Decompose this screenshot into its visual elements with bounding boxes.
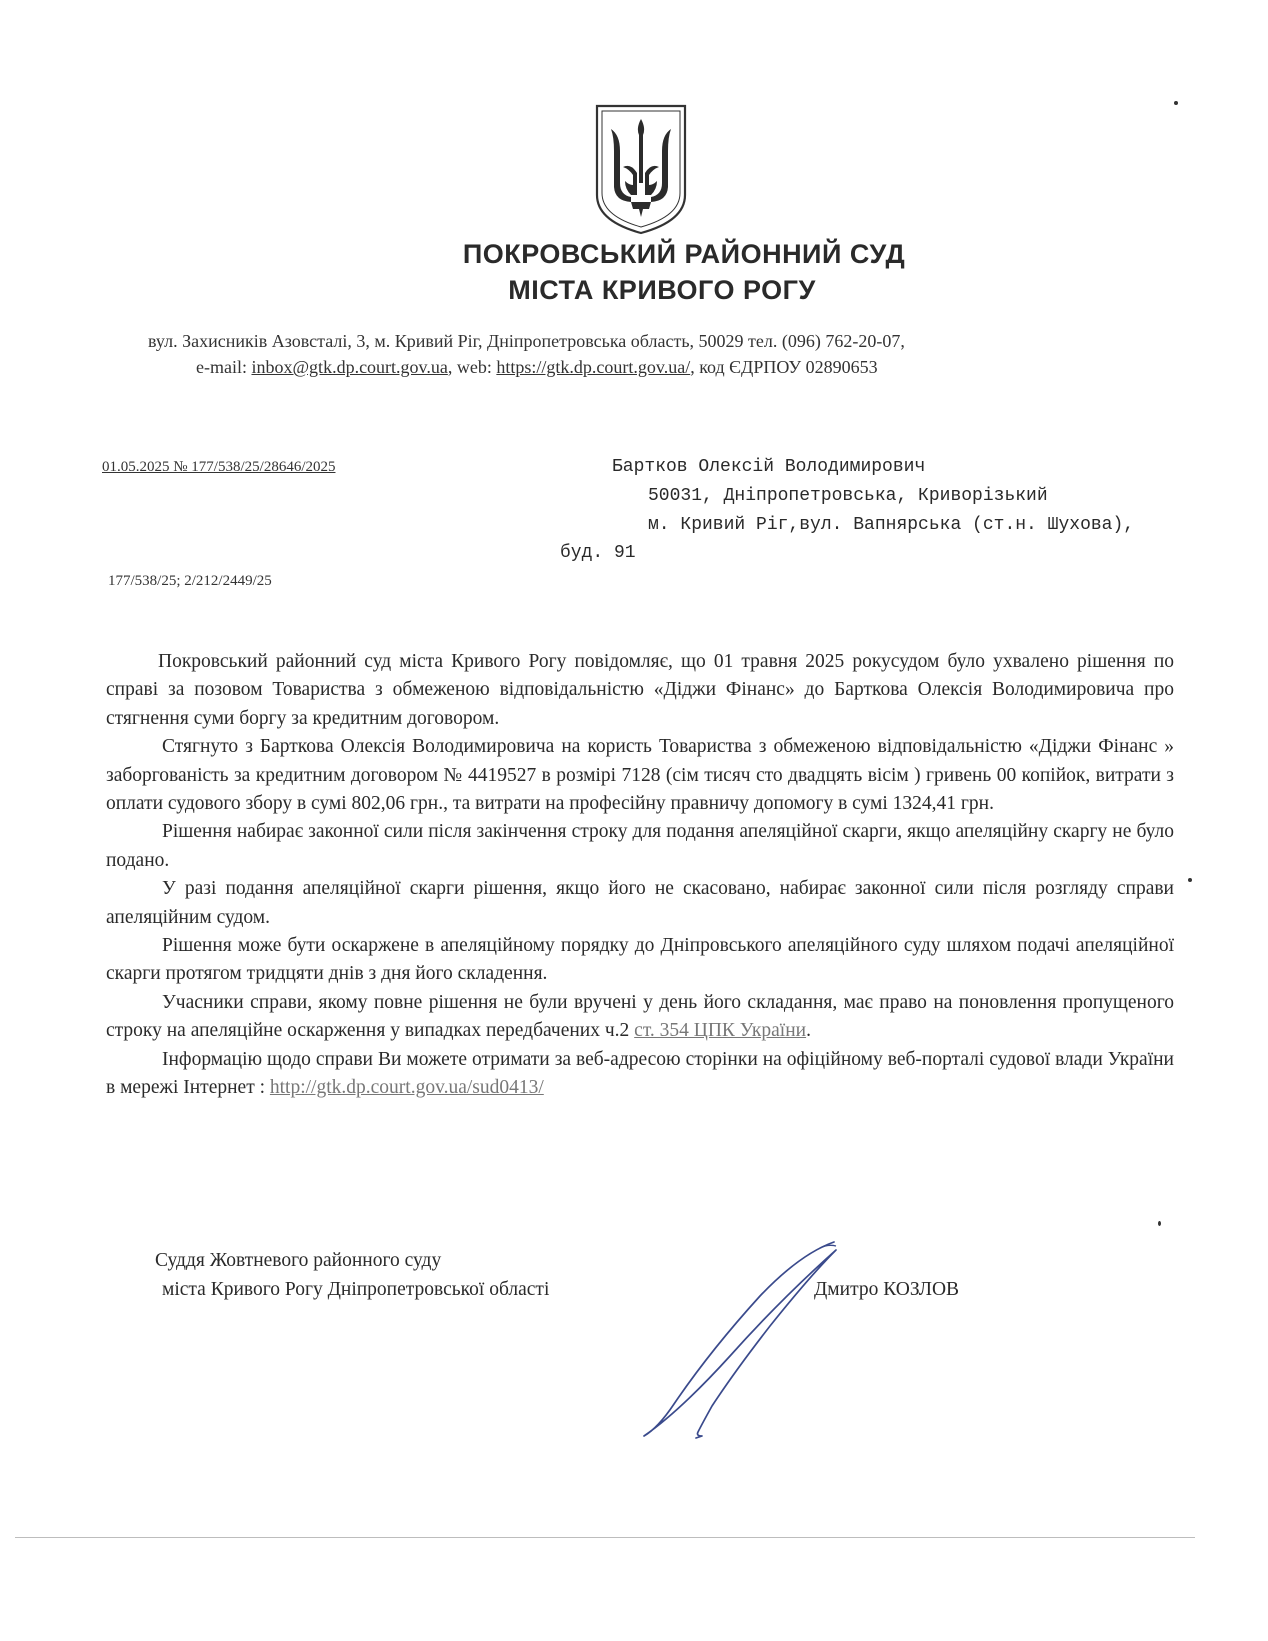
- scan-speck: [1188, 878, 1192, 882]
- law-article-link[interactable]: ст. 354 ЦПК України: [634, 1020, 807, 1042]
- paragraph-appeal-procedure: Рішення може бути оскаржене в апеляційному порядку до Дніпровського апеляційного суду шляхом подачі апеляційної скарги протягом тридцяти днів з дня його складення.: [106, 935, 1174, 985]
- letter-body: [106, 648, 1174, 1103]
- web-label: , web:: [447, 357, 497, 377]
- recipient-address-line3: буд. 91: [560, 543, 636, 563]
- email-label: e-mail:: [196, 357, 252, 377]
- court-contacts: [196, 357, 878, 378]
- deadline-text: Учасники справи, якому повне рішення не були вручені у день його складання, має право на поновлення пропущеного строку на апеляційне оскарження у випадках передбачених ч.2: [106, 991, 1174, 1042]
- outgoing-ref: 01.05.2025 № 177/538/25/28646/2025: [102, 459, 336, 475]
- court-name-line2: МІСТА КРИВОГО РОГУ: [508, 275, 816, 305]
- judge-title-line2: міста Кривого Рогу Дніпропетровської області: [162, 1279, 550, 1300]
- coat-of-arms-icon: [593, 103, 689, 236]
- judge-name: Дмитро КОЗЛОВ: [814, 1279, 960, 1300]
- scan-speck: [1174, 101, 1178, 105]
- email-link[interactable]: inbox@gtk.dp.court.gov.ua: [251, 357, 448, 377]
- page-bottom-edge: [15, 1537, 1195, 1538]
- paragraph-decision: Покровський районний суд міста Кривого Рогу повідомляє, що 01 травня 2025 рокусудом було ухвалено рішення по справі за позовом Товариства з обмеженою відповідальністю «Діджи Фінанс» до Барткова Олексія Володимировича про стягнення суми боргу за кредитним договором.: [106, 651, 1174, 729]
- court-name-line1: ПОКРОВСЬКИЙ РАЙОННИЙ СУД: [462, 239, 906, 269]
- recipient-address-line2: м. Кривий Ріг,вул. Вапнярська (ст.н. Шухова),: [648, 515, 1135, 535]
- paragraph-appeal-effect: У разі подання апеляційної скарги рішення, якщо його не скасовано, набирає законної сили після розгляду справи апеляційним судом.: [106, 878, 1174, 928]
- case-ref: 177/538/25; 2/212/2449/25: [108, 573, 272, 589]
- judge-title-line1: Суддя Жовтневого районного суду: [155, 1250, 442, 1271]
- deadline-end: .: [806, 1020, 811, 1042]
- recipient-address-line1: 50031, Дніпропетровська, Криворізький: [648, 486, 1048, 506]
- web-link[interactable]: https://gtk.dp.court.gov.ua/: [496, 357, 691, 377]
- handwritten-signature: [640, 1236, 870, 1446]
- paragraph-deadline-renewal: [106, 989, 1174, 1046]
- recipient-name: Бартков Олексій Володимирович: [612, 457, 926, 477]
- paragraph-amounts: Стягнуто з Барткова Олексія Володимировича на користь Товариства з обмеженою відповідальністю «Діджи Фінанс » заборгованість за кредитним договором № 4419527 в розмірі 7128 (сім тисяч сто двадцять вісім ) гривень 00 копійок, витрати з оплати судового збору в сумі 802,06 грн., та витрати на професійну правничу допомогу в сумі 1324,41 грн.: [106, 736, 1174, 815]
- scan-speck: [1158, 1221, 1161, 1226]
- case-info-link[interactable]: http://gtk.dp.court.gov.ua/sud0413/: [269, 1077, 544, 1099]
- paragraph-effect: Рішення набирає законної сили після закінчення строку для подання апеляційної скарги, якщо апеляційну скаргу не було подано.: [106, 821, 1174, 871]
- edrpou-code: , код ЄДРПОУ 02890653: [690, 357, 878, 377]
- info-text: Інформацію щодо справи Ви можете отримати за веб-адресою сторінки на офіційному веб-порталі судової влади України в мережі Інтернет :: [106, 1048, 1174, 1099]
- paragraph-info: [106, 1046, 1174, 1103]
- court-address: вул. Захисників Азовсталі, 3, м. Кривий Ріг, Дніпропетровська область, 50029 тел. (096) 762-20-07,: [148, 331, 905, 351]
